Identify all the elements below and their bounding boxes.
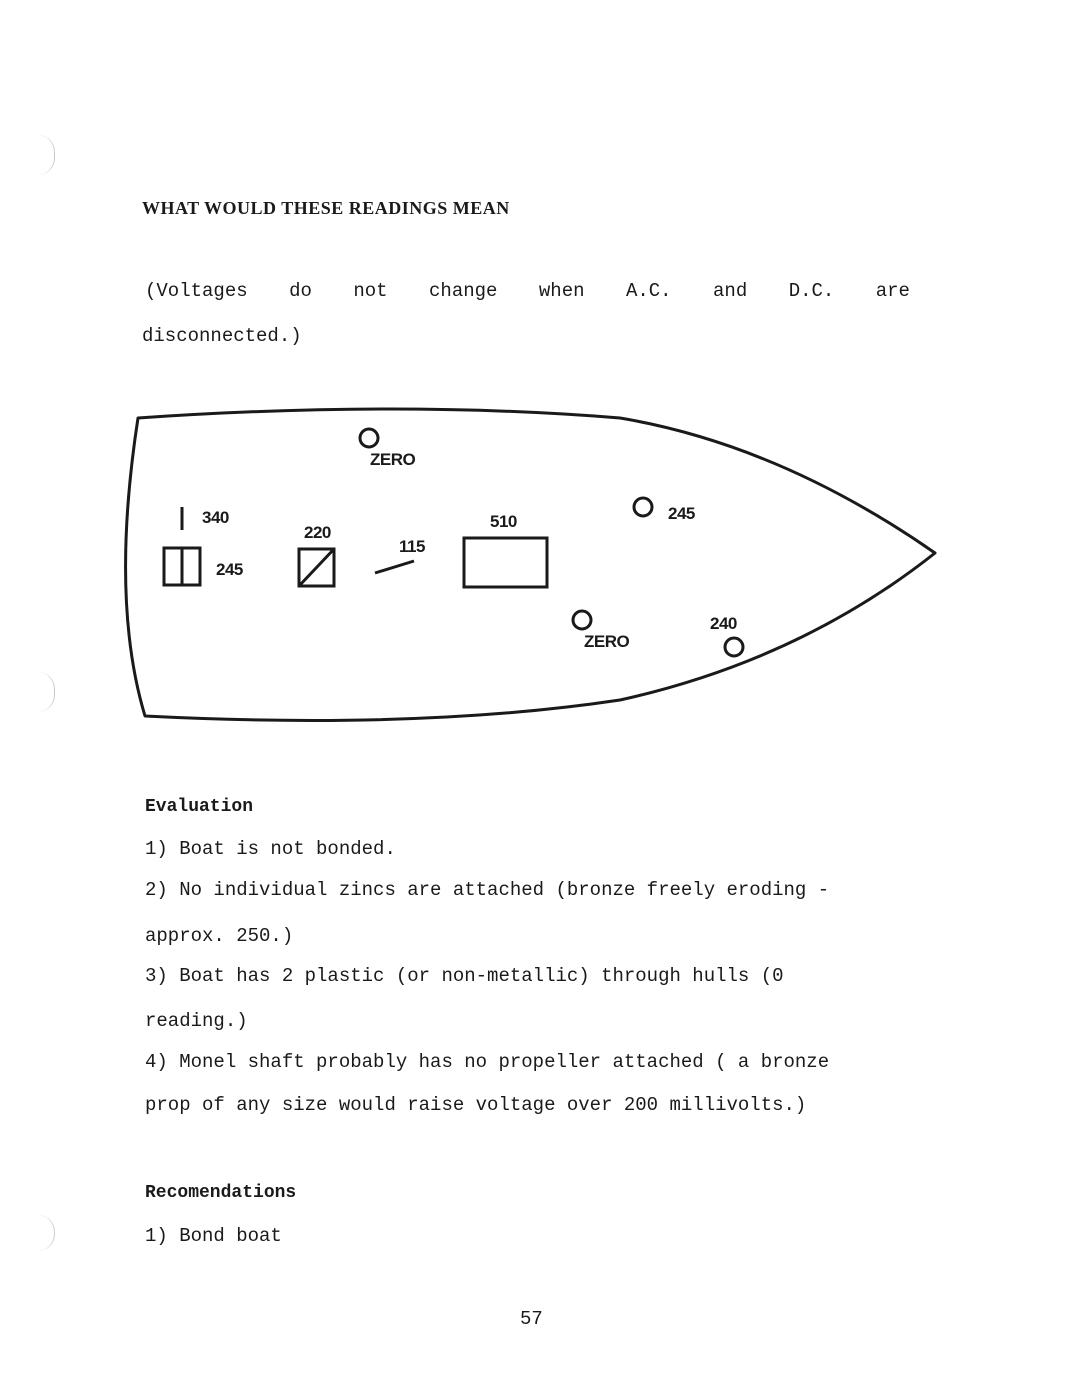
reading-510: 510 — [490, 512, 517, 531]
reading-240: 240 — [710, 614, 737, 633]
hull-outline — [126, 409, 935, 720]
reading-zero-top: ZERO — [370, 450, 416, 469]
evaluation-line: prop of any size would raise voltage over 200 millivolts.) — [145, 1094, 807, 1116]
reading-115: 115 — [399, 537, 425, 556]
recommendation-line: 1) Bond boat — [145, 1225, 282, 1247]
through-hull-zero-bottom-icon — [573, 611, 591, 629]
intro-word: change — [429, 280, 498, 302]
evaluation-line: 2) No individual zincs are attached (bronze freely eroding - — [145, 879, 830, 901]
page-heading: WHAT WOULD THESE READINGS MEAN — [142, 198, 510, 218]
page-number: 57 — [520, 1308, 543, 1330]
through-hull-245-icon — [634, 498, 652, 516]
intro-line-2: disconnected.) — [142, 325, 302, 347]
intro-word: (Voltages — [145, 280, 248, 302]
intro-word: do — [289, 280, 312, 302]
binder-hole-mark — [38, 135, 55, 175]
through-hull-zero-top-icon — [360, 429, 378, 447]
evaluation-line: 1) Boat is not bonded. — [145, 838, 396, 860]
evaluation-line: approx. 250.) — [145, 925, 294, 947]
strut-icon — [375, 561, 414, 573]
reading-220: 220 — [304, 523, 331, 542]
evaluation-line: 4) Monel shaft probably has no propeller attached ( a bronze — [145, 1051, 830, 1073]
reading-245-left: 245 — [216, 560, 243, 579]
intro-word: A.C. — [625, 280, 672, 302]
through-hull-240-icon — [725, 638, 743, 656]
recommendations-title: Recomendations — [145, 1183, 297, 1203]
intro-word: not — [353, 280, 388, 302]
binder-hole-mark — [38, 672, 55, 712]
intro-word: are — [875, 280, 910, 302]
intro-line-1 — [145, 280, 910, 302]
evaluation-line: reading.) — [145, 1010, 248, 1032]
binder-hole-mark — [38, 1215, 55, 1251]
reading-245-right: 245 — [668, 504, 695, 523]
intro-word: and — [713, 280, 748, 302]
reading-340: 340 — [202, 508, 229, 527]
boat-hull-diagram — [100, 395, 960, 740]
evaluation-line: 3) Boat has 2 plastic (or non-metallic) through hulls (0 — [145, 965, 784, 987]
intro-word: when — [538, 280, 585, 302]
intro-word: D.C. — [788, 280, 835, 302]
engine-box-icon — [464, 538, 547, 587]
reading-zero-bottom: ZERO — [584, 632, 630, 651]
diagonal-box-slash — [299, 549, 334, 586]
evaluation-title: Evaluation — [145, 797, 254, 817]
